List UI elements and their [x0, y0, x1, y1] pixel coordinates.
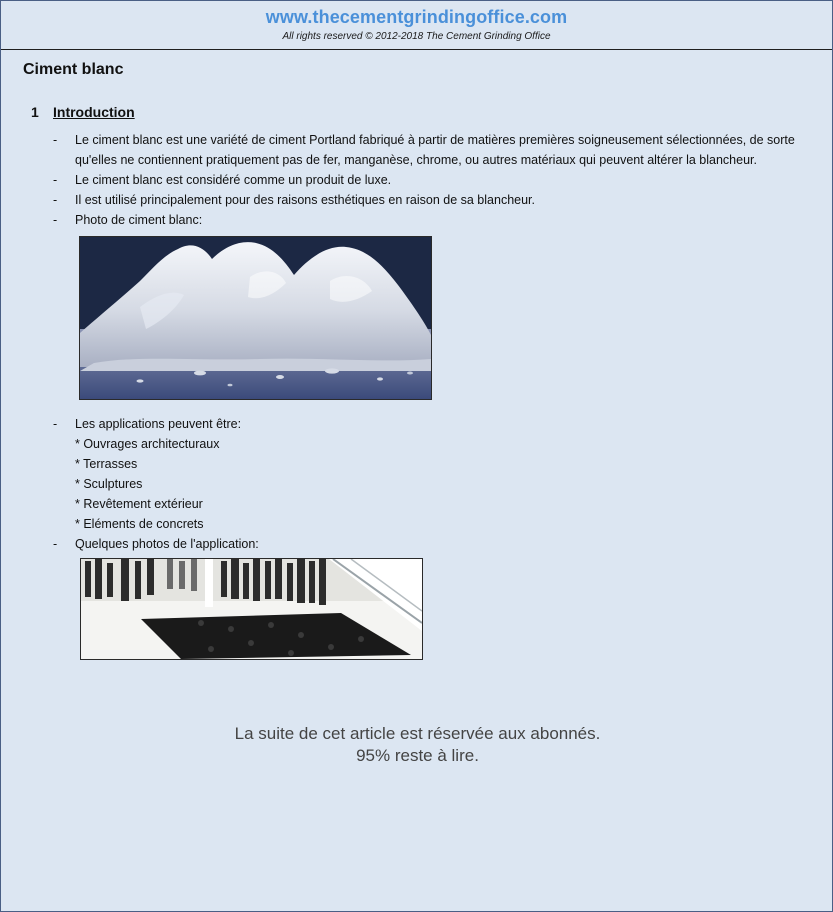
- application-item: * Sculptures: [75, 477, 143, 491]
- white-cement-powder-image: [80, 237, 431, 399]
- gallery-floor-image: [81, 559, 422, 659]
- bullet-text: Les applications peuvent être:: [75, 417, 242, 431]
- copyright-notice: All rights reserved © 2012-2018 The Cement Grinding Office: [282, 31, 551, 42]
- application-photo: [80, 558, 423, 660]
- bullet-marker: -: [53, 417, 58, 431]
- bullet-marker: -: [53, 173, 58, 187]
- article-content: [53, 130, 803, 660]
- bullet-item: [53, 130, 803, 170]
- application-item: * Eléments de concrets: [75, 517, 204, 531]
- bullet-item: [53, 534, 803, 554]
- bullet-text: Il est utilisé principalement pour des raisons esthétiques en raison de sa blancheur.: [75, 193, 535, 207]
- bullet-item: [53, 170, 803, 190]
- section-number: 1: [31, 104, 39, 120]
- bullet-marker: -: [53, 213, 58, 227]
- bullet-item: [53, 190, 803, 210]
- bullet-text: Quelques photos de l'application:: [75, 537, 259, 551]
- paywall-remaining: 95% reste à lire.: [356, 746, 479, 765]
- paywall-notice: [1, 723, 833, 767]
- paywall-message: La suite de cet article est réservée aux abonnés.: [234, 724, 601, 743]
- application-item: * Revêtement extérieur: [75, 497, 203, 511]
- bullet-marker: -: [53, 193, 58, 207]
- bullet-item: [53, 414, 803, 434]
- bullet-item: [53, 210, 803, 230]
- section-title: Introduction: [53, 104, 135, 120]
- page-header: [1, 1, 832, 50]
- bullet-marker: -: [53, 537, 58, 551]
- site-url-link[interactable]: www.thecementgrindingoffice.com: [265, 7, 568, 27]
- application-item: * Terrasses: [75, 457, 138, 471]
- application-item: * Ouvrages architecturaux: [75, 437, 220, 451]
- bullet-text: Photo de ciment blanc:: [75, 213, 203, 227]
- white-cement-photo: [79, 236, 432, 400]
- bullet-text: Le ciment blanc est considéré comme un produit de luxe.: [75, 173, 392, 187]
- bullet-marker: -: [53, 133, 58, 147]
- page-title: Ciment blanc: [23, 61, 124, 78]
- section-heading: [31, 104, 135, 120]
- bullet-text: Le ciment blanc est une variété de ciment Portland fabriqué à partir de matières premières soigneusement sélectionnées, de sorte qu'elles ne contiennent pratiquement pas de fer, manganèse, chrome, ou autres matériaux qui peuvent altérer la blancheur.: [75, 133, 795, 167]
